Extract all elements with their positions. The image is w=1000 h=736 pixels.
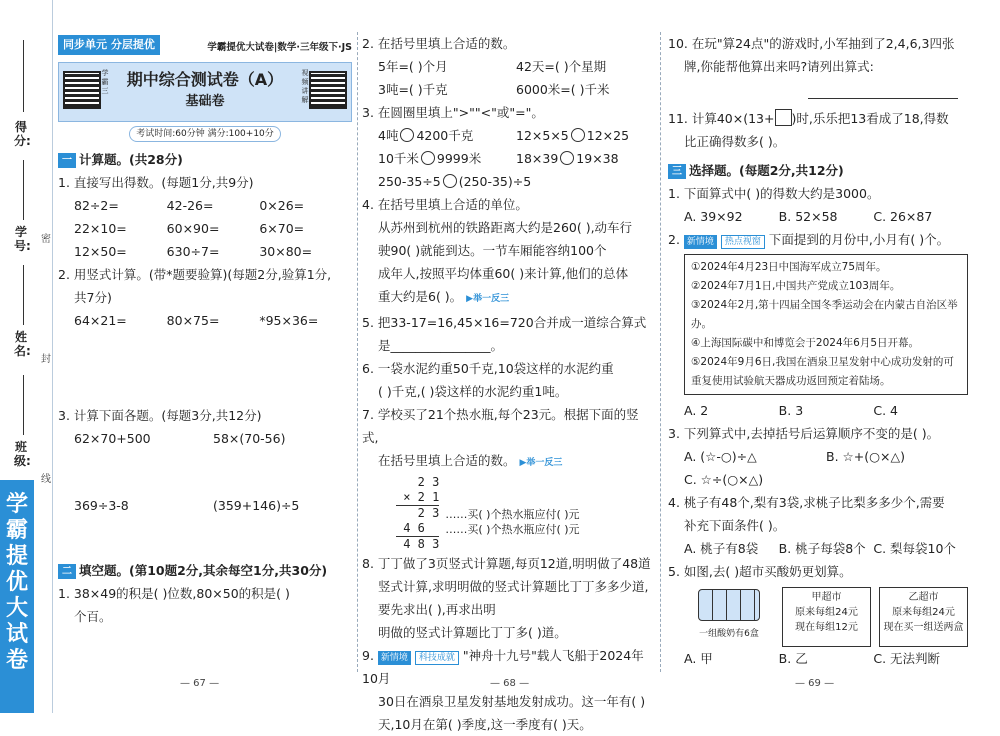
compare-item — [378, 124, 516, 147]
question-cont: 比正确得数多( )。 — [684, 134, 786, 149]
question-line: 重大约是6( )。 — [378, 289, 463, 304]
section-number: 一 — [58, 153, 76, 168]
fill-row — [362, 55, 654, 78]
question: 1. 直接写出得数。(每题1分,共9分) — [58, 175, 254, 190]
vert-note: ……买( )个热水瓶应付( )元 — [445, 508, 580, 521]
fill-item: 6000米=( )千米 — [516, 82, 610, 97]
question-text — [362, 285, 654, 311]
question: 9. 新情境 科技成就 "神舟十九号"载人飞船于2024年10月 — [362, 648, 644, 686]
compare-row — [362, 124, 654, 147]
question-text: 驶90( )就能到达。一节车厢能容纳100个 — [378, 243, 607, 258]
compare-left: 18×39 — [516, 151, 559, 166]
column-1 — [58, 32, 352, 628]
column-divider — [357, 32, 358, 672]
divider — [23, 375, 24, 435]
compare-row — [362, 170, 654, 193]
vert-notes — [445, 507, 579, 552]
class-label: 班级: — [14, 440, 31, 468]
vert-line: × 2 1 — [396, 490, 440, 504]
calc-item: 12×50= — [74, 244, 127, 259]
question-text: 明做的竖式计算题比丁丁多( )道。 — [378, 625, 567, 640]
question-text: 竖式计算,求明明做的竖式计算题比丁丁多多少道, — [378, 579, 649, 594]
shop-name: 乙超市 — [908, 592, 939, 603]
new-context-tag: 新情境 — [378, 651, 411, 665]
option-c[interactable]: C. 4 — [873, 403, 898, 418]
question-line: "神舟十九号"载人飞船于2024年10月 — [362, 648, 644, 686]
divider — [23, 40, 24, 112]
options — [668, 537, 968, 560]
divider — [23, 160, 24, 220]
unit-tag: 同步单元 分层提优 — [58, 35, 160, 55]
question: 5. 如图,去( )超市买酸奶更划算。 — [668, 564, 852, 579]
question: 2. 在括号里填上合适的数。 — [362, 36, 516, 51]
option-b[interactable]: B. 3 — [778, 403, 804, 418]
yogurt-label: 一组酸奶有6盒 — [699, 629, 759, 639]
qr-code-icon — [63, 71, 101, 109]
question-line: )时,乐乐把13看成了18,得数 — [791, 111, 949, 126]
compare-right: (250-35)÷5 — [458, 174, 532, 189]
fill-row — [362, 78, 654, 101]
name-label: 姓名: — [14, 330, 31, 358]
title-banner — [58, 62, 352, 122]
page-title: 期中综合测试卷（A） — [126, 70, 284, 89]
question: 3. 计算下面各题。(每题3分,共12分) — [58, 408, 262, 423]
option-a[interactable]: A. 桃子有8袋 — [684, 541, 759, 556]
question: 8. 丁丁做了3页竖式计算题,每页12道,明明做了48道 — [362, 556, 651, 571]
shop-figure — [684, 587, 968, 647]
answer-circle[interactable] — [560, 151, 574, 165]
brand-text: 学霸提优大试卷 — [5, 492, 28, 673]
practice-link[interactable]: ▶举一反三 — [466, 294, 510, 304]
shop-a-card — [782, 587, 871, 647]
shop-line: 现在买一组送两盒 — [883, 622, 964, 633]
option-b[interactable]: B. 乙 — [778, 651, 808, 666]
score-label: 得分: — [14, 120, 31, 148]
page-number: — 67 — — [180, 678, 220, 689]
calc-row — [58, 217, 352, 240]
question-text: 从苏州到杭州的铁路距离大约是260( ),动车行 — [378, 220, 633, 235]
section-heading — [668, 159, 968, 182]
question: 4. 在括号里填上合适的单位。 — [362, 197, 528, 212]
compare-item — [516, 147, 654, 170]
options — [668, 205, 968, 228]
cut-mark: 封 — [41, 354, 51, 365]
compare-right: 4200千克 — [416, 128, 474, 143]
option-a[interactable]: A. 39×92 — [684, 209, 743, 224]
series-label: 学霸提优大试卷|数学·三年级下·JS — [207, 42, 352, 53]
calc-item: 82÷2= — [74, 198, 119, 213]
news-item: ③2024年2月,第十四届全国冬季运动会在内蒙古自治区举办。 — [691, 299, 958, 330]
question: 6. 一袋水泥约重50千克,10袋这样的水泥约重 — [362, 361, 614, 376]
question-cont: ( )千克,( )袋这样的水泥约重1吨。 — [378, 384, 568, 399]
qr-caption: 学霸三 — [101, 69, 109, 95]
news-item: ②2024年7月1日,中国共产党成立103周年。 — [691, 280, 901, 292]
question-cont: 牌,你能帮他算出来吗?请列出算式: — [684, 59, 874, 74]
vert-note: ……买( )个热水瓶应付( )元 — [445, 523, 580, 536]
calc-item: 80×75= — [166, 313, 220, 328]
calc-item: 64×21= — [74, 313, 127, 328]
page-subtitle: 基础卷 — [185, 94, 225, 109]
question-cont: 共7分) — [74, 290, 112, 305]
section-heading — [58, 148, 352, 171]
section-heading — [58, 559, 352, 582]
answer-circle[interactable] — [400, 128, 414, 142]
calc-row — [58, 240, 352, 263]
qr-caption: 视频讲解 — [301, 69, 309, 104]
fill-item: 3吨=( )千克 — [378, 82, 448, 97]
shop-line: 原来每组24元 — [795, 607, 858, 618]
shop-name: 甲超市 — [811, 592, 842, 603]
question-cont: 是________________。 — [378, 338, 504, 353]
option-c[interactable]: C. 梨每袋10个 — [873, 541, 956, 556]
calc-row — [58, 427, 352, 450]
question-line: 11. 计算40×(13+ — [668, 111, 775, 126]
question-line: 在括号里填上合适的数。 — [378, 453, 516, 468]
calc-item: 6×70= — [259, 221, 305, 236]
calc-item: *95×36= — [259, 313, 319, 328]
calc-item: 630÷7= — [166, 244, 220, 259]
question-cont: 个百。 — [74, 609, 112, 624]
question: 3. 在圆圈里填上">""<"或"="。 — [362, 105, 544, 120]
section-title: 选择题。(每题2分,共12分) — [689, 163, 844, 178]
question-cont — [362, 449, 654, 475]
calc-item: 0×26= — [259, 198, 305, 213]
options — [668, 445, 968, 468]
option-a[interactable]: A. 2 — [684, 403, 709, 418]
compare-left: 12×5×5 — [516, 128, 569, 143]
calc-row — [58, 309, 352, 332]
calc-item: (359+146)÷5 — [213, 498, 300, 513]
page-number: — 68 — — [490, 678, 530, 689]
news-item: ④上海国际碳中和博览会于2024年6月5日开幕。 — [691, 337, 919, 349]
question: 4. 桃子有48个,梨有3袋,求桃子比梨多多少个,需要 — [668, 495, 945, 510]
question: 1. 38×49的积是( )位数,80×50的积是( ) — [58, 586, 290, 601]
question: 1. 下面算式中( )的得数大约是3000。 — [668, 186, 880, 201]
calc-item: 62×70+500 — [74, 431, 151, 446]
vertical-multiplication — [396, 475, 439, 552]
question — [668, 107, 968, 130]
blank-box[interactable] — [775, 109, 792, 126]
yogurt-pack — [684, 587, 774, 647]
column-2 — [362, 32, 654, 736]
option-c[interactable]: C. 26×87 — [873, 209, 933, 224]
section-number: 三 — [668, 164, 686, 179]
section-title: 计算题。(共28分) — [79, 152, 183, 167]
column-3 — [668, 32, 968, 670]
binding-strip — [0, 0, 53, 713]
question-text: 30日在酒泉卫星发射基地发射成功。这一年有( ) — [378, 694, 646, 709]
shop-b-card — [879, 587, 968, 647]
option-b[interactable]: B. 桃子每袋8个 — [778, 541, 866, 556]
shop-line: 原来每组24元 — [892, 607, 955, 618]
compare-right: 9999米 — [436, 151, 482, 166]
compare-right: 12×25 — [586, 128, 630, 143]
exam-meta: 考试时间:60分钟 满分:100+10分 — [129, 126, 281, 142]
question-text: 天,10月在第( )季度,这一季度有( )天。 — [378, 717, 592, 732]
option-b[interactable]: B. ☆+(○×△) — [826, 449, 905, 464]
calc-item: 30×80= — [259, 244, 313, 259]
topic-tag: 科技成就 — [415, 651, 459, 665]
question: 7. 学校买了21个热水瓶,每个23元。根据下面的竖式, — [362, 407, 639, 445]
option-c[interactable]: C. ☆÷(○×△) — [684, 472, 764, 487]
option-a[interactable]: A. (☆-○)÷△ — [684, 449, 757, 464]
question: 2. 新情境 热点视窗 下面提到的月份中,小月有( )个。 — [668, 232, 950, 247]
question-text: 成年人,按照平均体重60( )来计算,他们的总体 — [378, 266, 629, 281]
question: 5. 把33-17=16,45×16=720合并成一道综合算式 — [362, 315, 647, 330]
option-b[interactable]: B. 52×58 — [778, 209, 838, 224]
compare-item — [516, 124, 654, 147]
vert-line: 4 8 3 — [396, 537, 440, 551]
section-title: 填空题。(第10题2分,其余每空1分,共30分) — [79, 563, 328, 578]
question: 3. 下列算式中,去掉括号后运算顺序不变的是( )。 — [668, 426, 940, 441]
fill-item: 5年=( )个月 — [378, 59, 448, 74]
answer-circle[interactable] — [571, 128, 585, 142]
compare-left: 10千米 — [378, 151, 419, 166]
calc-item: 22×10= — [74, 221, 127, 236]
practice-link[interactable]: ▶举一反三 — [519, 458, 563, 468]
compare-row — [362, 147, 654, 170]
news-box — [684, 254, 968, 395]
student-id-label: 学号: — [14, 225, 31, 253]
question: 2. 用竖式计算。(带*题要验算)(每题2分,验算1分, — [58, 267, 332, 282]
page-number: — 69 — — [795, 678, 835, 689]
answer-circle[interactable] — [421, 151, 435, 165]
calc-row — [58, 494, 352, 517]
cut-mark: 密 — [41, 234, 51, 245]
work-space — [58, 517, 352, 553]
question-cont: 补充下面条件( )。 — [684, 518, 786, 533]
calc-item: 60×90= — [166, 221, 220, 236]
news-item: ①2024年4月23日中国海军成立75周年。 — [691, 261, 887, 273]
work-space — [58, 450, 352, 494]
shop-line: 现在每组12元 — [795, 622, 858, 633]
new-context-tag: 新情境 — [684, 235, 717, 249]
vertical-calc — [362, 475, 654, 552]
news-item: ⑤2024年9月6日,我国在酒泉卫星发射中心成功发射的可重复使用试验航天器成功返回预定着陆场。 — [691, 356, 954, 387]
options — [668, 399, 968, 422]
divider — [23, 265, 24, 325]
qr-code-icon — [309, 71, 347, 109]
calc-item: 58×(70-56) — [213, 431, 286, 446]
answer-circle[interactable] — [443, 174, 457, 188]
question-line: 下面提到的月份中,小月有( )个。 — [768, 232, 950, 247]
topic-tag: 热点视窗 — [721, 235, 765, 249]
compare-left: 4吨 — [378, 128, 399, 143]
question: 10. 在玩"算24点"的游戏时,小军抽到了2,4,6,3四张 — [668, 36, 955, 51]
compare-right: 19×38 — [576, 151, 619, 166]
calc-item: 369÷3-8 — [74, 498, 129, 513]
compare-item — [378, 147, 516, 170]
page-header — [58, 32, 352, 56]
work-space — [58, 332, 352, 404]
option-c[interactable]: C. 无法判断 — [873, 651, 941, 666]
calc-row — [58, 194, 352, 217]
section-number: 二 — [58, 564, 76, 579]
vert-line: 2 3 — [396, 506, 440, 520]
calc-item: 42-26= — [166, 198, 214, 213]
vert-line: 4 6 — [396, 521, 440, 535]
yogurt-icon — [698, 589, 760, 621]
fill-item: 42天=( )个星期 — [516, 59, 607, 74]
answer-line[interactable] — [808, 78, 958, 99]
column-divider — [660, 32, 661, 672]
compare-left: 250-35÷5 — [378, 174, 441, 189]
vert-line: 2 3 — [396, 475, 440, 489]
options — [668, 647, 968, 670]
cut-mark: 线 — [41, 474, 51, 485]
question-text: 要先求出( ),再求出明 — [378, 602, 496, 617]
option-a[interactable]: A. 甲 — [684, 651, 713, 666]
